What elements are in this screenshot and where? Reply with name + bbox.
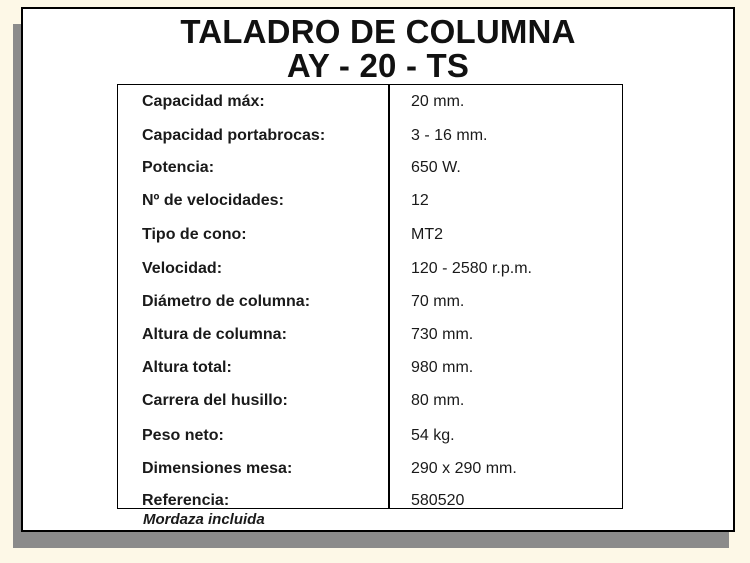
spec-label: Altura total: bbox=[142, 359, 232, 376]
spec-value: 70 mm. bbox=[411, 293, 465, 310]
spec-label: Tipo de cono: bbox=[142, 226, 247, 243]
spec-row-capacidad-portabrocas bbox=[118, 125, 622, 147]
spec-row-carrera-husillo bbox=[118, 390, 622, 412]
spec-value: 650 W. bbox=[411, 159, 461, 176]
spec-label: Capacidad máx: bbox=[142, 93, 265, 110]
spec-label: Potencia: bbox=[142, 159, 215, 176]
spec-label: Peso neto: bbox=[142, 427, 224, 444]
product-model: AY - 20 - TS bbox=[286, 47, 470, 84]
spec-table bbox=[117, 84, 623, 509]
spec-label: Dimensiones mesa: bbox=[142, 460, 293, 477]
spec-value: 980 mm. bbox=[411, 359, 474, 376]
spec-value: 730 mm. bbox=[411, 326, 474, 343]
spec-row-tipo-cono bbox=[118, 224, 622, 246]
spec-value: 580520 bbox=[411, 492, 465, 509]
spec-label: Altura de columna: bbox=[142, 326, 287, 343]
spec-row-dimensiones-mesa bbox=[118, 458, 622, 480]
spec-value: MT2 bbox=[411, 226, 443, 243]
spec-row-velocidad bbox=[118, 258, 622, 280]
included-note: Mordaza incluida bbox=[143, 511, 265, 528]
spec-label: Capacidad portabrocas: bbox=[142, 127, 326, 144]
spec-row-potencia bbox=[118, 157, 622, 179]
spec-value: 3 - 16 mm. bbox=[411, 127, 488, 144]
spec-label: Nº de velocidades: bbox=[142, 192, 284, 209]
spec-value: 54 kg. bbox=[411, 427, 455, 444]
spec-card bbox=[21, 7, 735, 532]
spec-value: 290 x 290 mm. bbox=[411, 460, 517, 477]
spec-value: 20 mm. bbox=[411, 93, 465, 110]
spec-label: Diámetro de columna: bbox=[142, 293, 311, 310]
spec-row-altura-columna bbox=[118, 324, 622, 346]
spec-row-altura-total bbox=[118, 357, 622, 379]
spec-row-diametro-columna bbox=[118, 291, 622, 313]
spec-row-velocidades bbox=[118, 190, 622, 212]
spec-value: 12 bbox=[411, 192, 429, 209]
spec-row-peso-neto bbox=[118, 425, 622, 447]
spec-label: Carrera del husillo: bbox=[142, 392, 288, 409]
spec-value: 80 mm. bbox=[411, 392, 465, 409]
spec-label: Referencia: bbox=[142, 492, 230, 509]
spec-row-capacidad-max bbox=[118, 91, 622, 113]
spec-value: 120 - 2580 r.p.m. bbox=[411, 260, 532, 277]
spec-row-referencia bbox=[118, 490, 622, 512]
spec-label: Velocidad: bbox=[142, 260, 223, 277]
product-title: TALADRO DE COLUMNA bbox=[180, 13, 576, 50]
